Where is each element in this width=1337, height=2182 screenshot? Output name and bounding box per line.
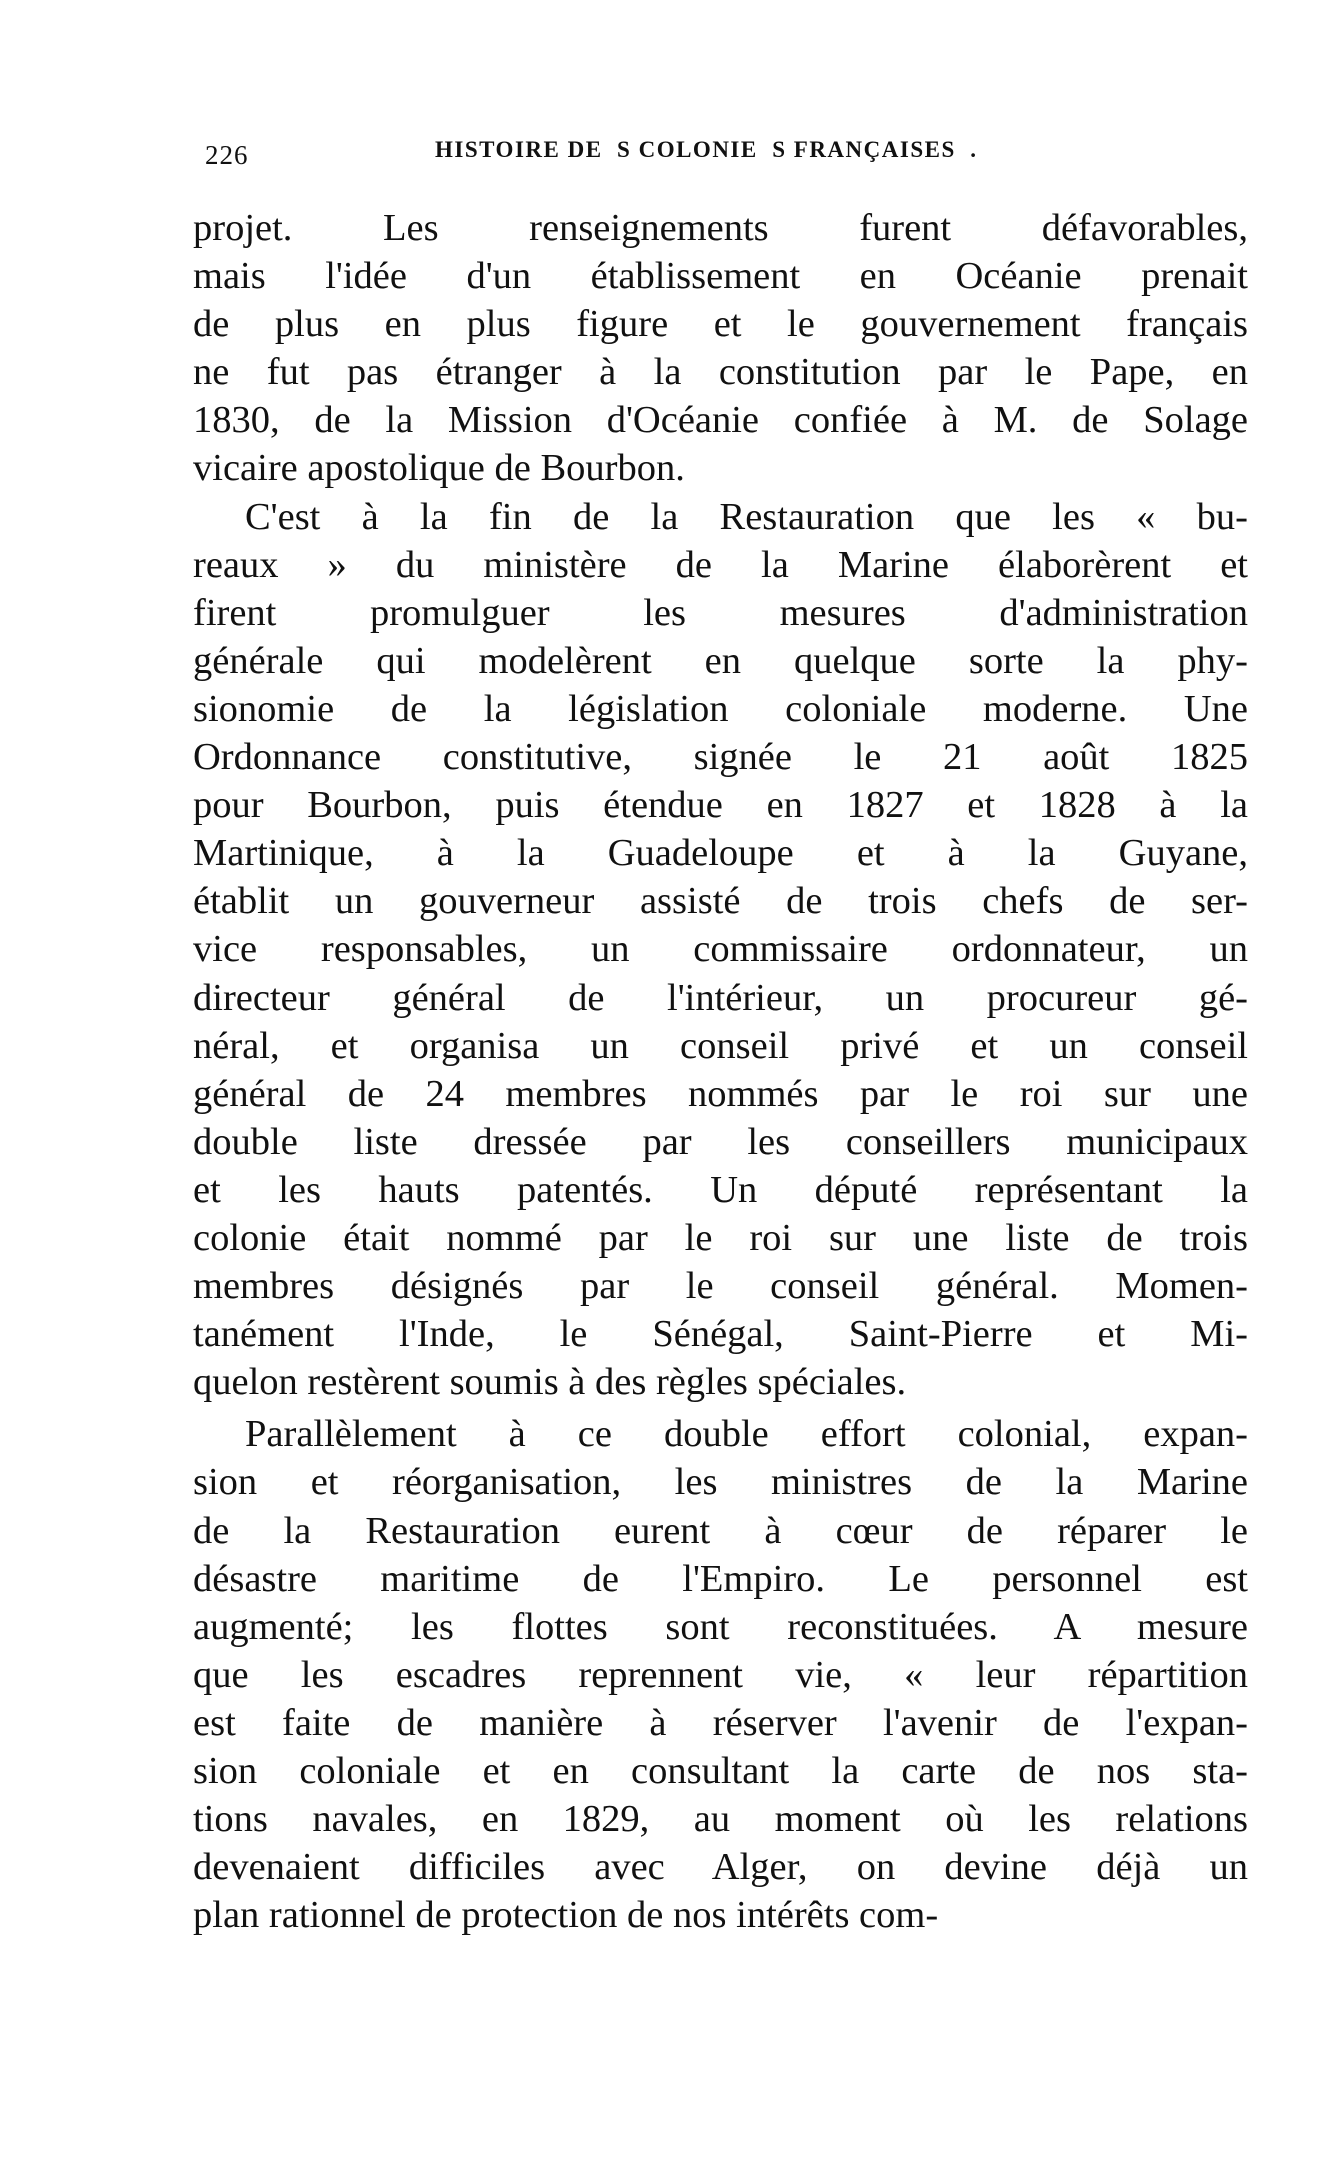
text-line: désastre maritime de l'Empiro. Le personnel est — [193, 1557, 1248, 1600]
text-line: firent promulguer les mesures d'administration — [193, 591, 1248, 634]
body-text — [193, 204, 1248, 1939]
text-line: augmenté; les flottes sont reconstituées. A mesure — [193, 1605, 1248, 1648]
text-line: membres désignés par le conseil général. Momen- — [193, 1265, 1248, 1308]
text-line: tanément l'Inde, le Sénégal, Saint-Pierre et Mi- — [193, 1313, 1248, 1356]
text-line: C'est à la fin de la Restauration que les « bu- — [245, 495, 1248, 538]
text-line: Parallèlement à ce double effort colonial, expan- — [245, 1413, 1248, 1456]
text-line: néral, et organisa un conseil privé et un conseil — [193, 1024, 1248, 1067]
text-line: double liste dressée par les conseillers municipaux — [193, 1120, 1248, 1163]
header-title: HISTOIRE DE S COLONIE S FRANÇAISES . — [435, 137, 978, 162]
text-line: établit un gouverneur assisté de trois chefs de ser- — [193, 880, 1248, 923]
text-line: sionomie de la législation coloniale moderne. Une — [193, 687, 1248, 730]
text-line: Ordonnance constitutive, signée le 21 août 1825 — [193, 736, 1248, 779]
text-line: tions navales, en 1829, au moment où les relations — [193, 1798, 1248, 1841]
text-line: générale qui modelèrent en quelque sorte la phy- — [193, 639, 1248, 682]
text-line: quelon restèrent soumis à des règles spéciales. — [193, 1361, 907, 1404]
running-header — [205, 132, 1075, 172]
text-line: devenaient difficiles avec Alger, on devine déjà un — [193, 1846, 1248, 1889]
text-line: est faite de manière à réserver l'avenir de l'expan- — [193, 1701, 1248, 1744]
text-line: que les escadres reprennent vie, « leur répartition — [193, 1653, 1248, 1696]
text-line: Martinique, à la Guadeloupe et à la Guyane, — [193, 832, 1248, 875]
page-number: 226 — [205, 140, 249, 170]
text-line: pour Bourbon, puis étendue en 1827 et 1828 à la — [193, 784, 1248, 827]
text-line: vice responsables, un commissaire ordonnateur, un — [193, 928, 1248, 971]
text-line: reaux » du ministère de la Marine élaborèrent et — [193, 543, 1248, 586]
text-line: général de 24 membres nommés par le roi sur une — [193, 1072, 1248, 1115]
text-line: de plus en plus figure et le gouvernement français — [193, 303, 1248, 346]
text-line: sion coloniale et en consultant la carte de nos sta- — [193, 1750, 1248, 1792]
paragraph-1 — [193, 204, 1248, 493]
text-line: directeur général de l'intérieur, un procureur gé- — [193, 976, 1248, 1019]
paragraph-2 — [193, 493, 1248, 1407]
text-line: plan rationnel de protection de nos intérêts com- — [193, 1894, 939, 1937]
text-line: mais l'idée d'un établissement en Océanie prenait — [193, 255, 1248, 298]
text-line: ne fut pas étranger à la constitution par le Pape, en — [193, 351, 1248, 394]
text-line: colonie était nommé par le roi sur une liste de trois — [193, 1216, 1248, 1259]
text-line: sion et réorganisation, les ministres de la Marine — [193, 1461, 1248, 1504]
text-line: 1830, de la Mission d'Océanie confiée à M. de Solage — [193, 399, 1248, 442]
text-line: et les hauts patentés. Un député représentant la — [193, 1168, 1248, 1211]
text-line: projet. Les renseignements furent défavorables, — [193, 207, 1248, 249]
text-line: vicaire apostolique de Bourbon. — [193, 447, 685, 490]
text-line: de la Restauration eurent à cœur de réparer le — [193, 1509, 1248, 1552]
paragraph-3 — [193, 1410, 1248, 1939]
